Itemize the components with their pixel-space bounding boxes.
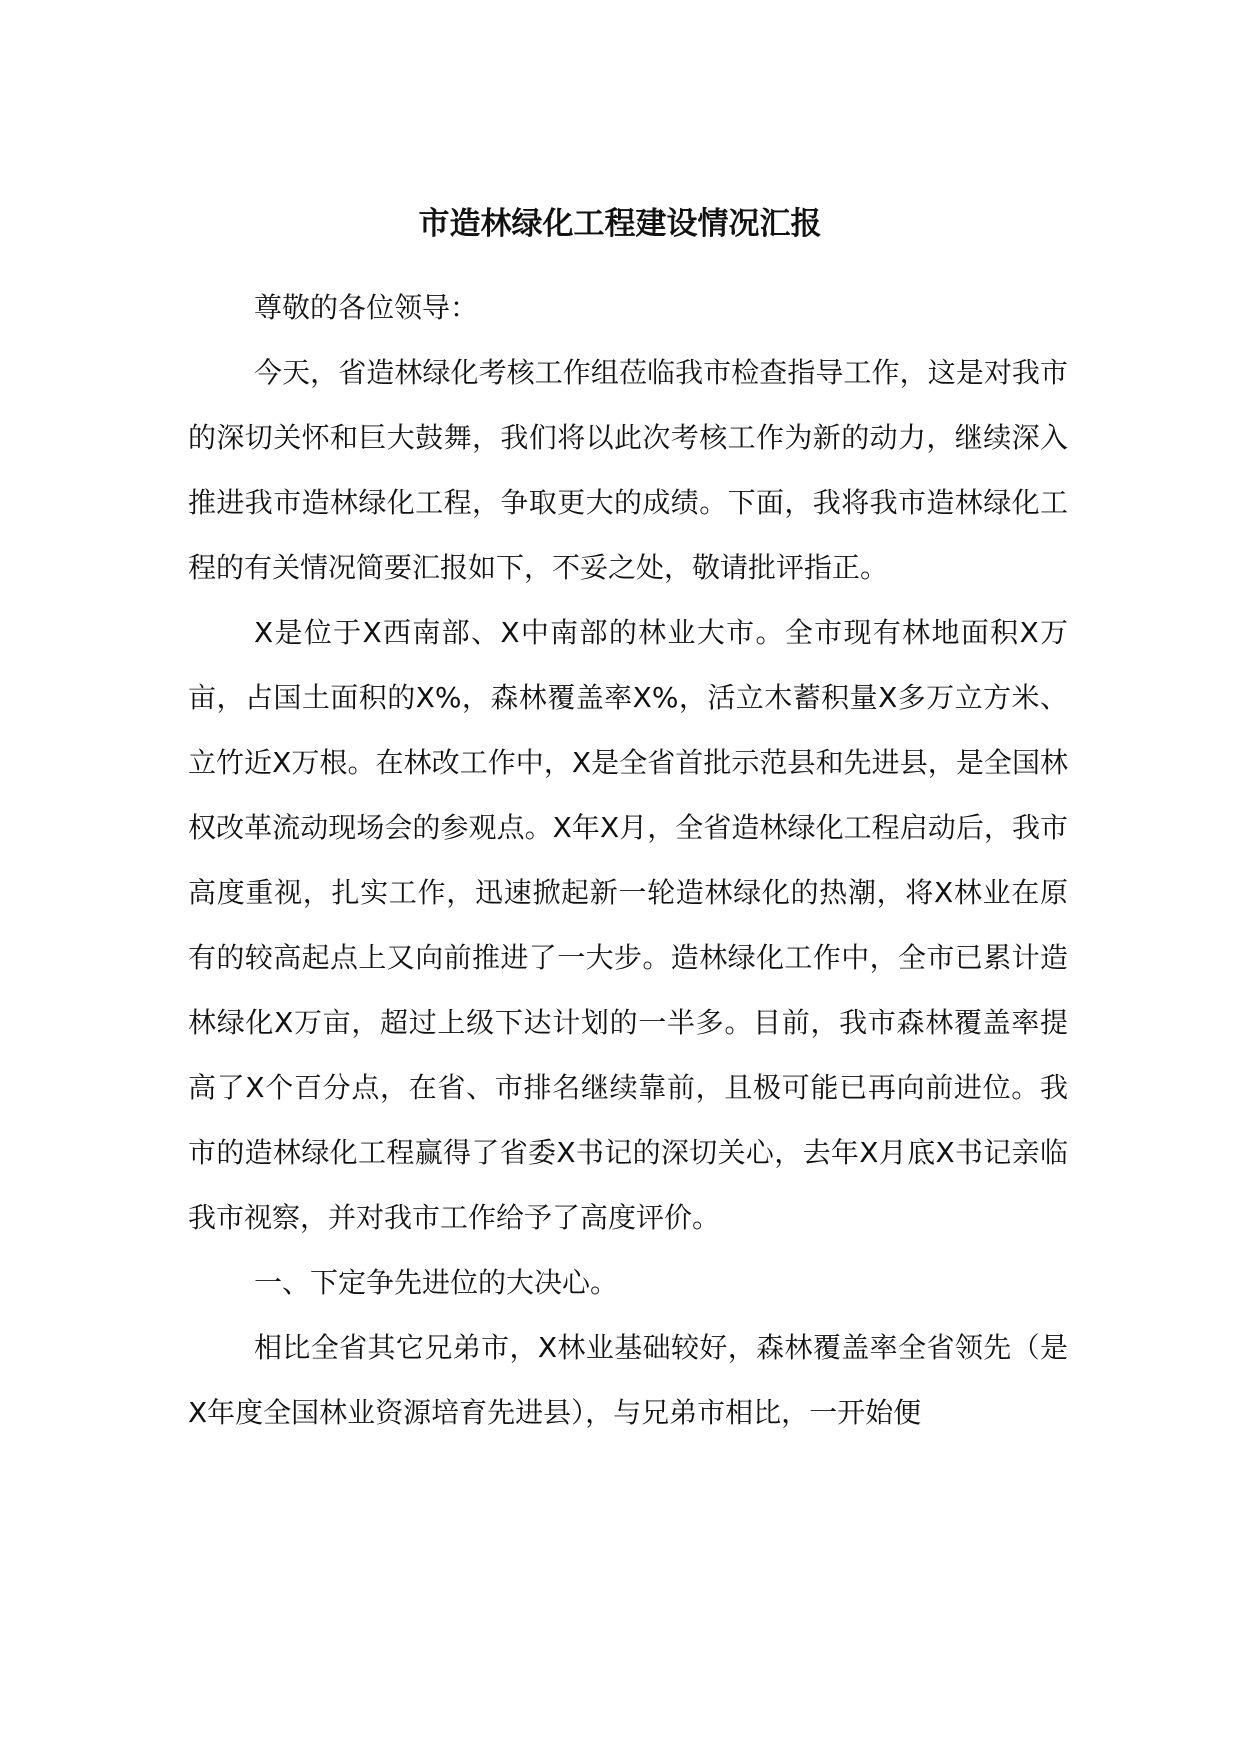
paragraph-overview: X是位于X西南部、X中南部的林业大市。全市现有林地面积X万亩，占国土面积的X%，森林覆盖率X%，活立木蓄积量X多万立方米、立竹近X万根。在林改工作中，X是全省首批示范县和先进县，是全国林权改革流动现场会的参观点。X年X月，全省造林绿化工程启动后，我市高度重视，扎实工作，迅速掀起新一轮造林绿化的热潮，将X林业在原有的较高起点上又向前推进了一大步。造林绿化工作中，全市已累计造林绿化X万亩，超过上级下达计划的一半多。目前，我市森林覆盖率提高了X个百分点，在省、市排名继续靠前，且极可能已再向前进位。我市的造林绿化工程赢得了省委X书记的深切关心，去年X月底X书记亲临我市视察，并对我市工作给予了高度评价。: [188, 616, 1068, 1234]
section-heading-1: 一、下定争先进位的大决心。: [254, 1266, 619, 1299]
paragraph-section-1: 相比全省其它兄弟市，X林业基础较好，森林覆盖率全省领先（是X年度全国林业资源培育先进县），与兄弟市相比，一开始便: [188, 1331, 1068, 1429]
paragraph-intro: 今天，省造林绿化考核工作组莅临我市检查指导工作，这是对我市的深切关怀和巨大鼓舞，我们将以此次考核工作为新的动力，继续深入推进我市造林绿化工程，争取更大的成绩。下面，我将我市造林绿化工程的有关情况简要汇报如下，不妥之处，敬请批评指正。: [188, 356, 1068, 584]
document-title: 市造林绿化工程建设情况汇报: [418, 206, 822, 242]
salutation: 尊敬的各位领导：: [254, 291, 479, 324]
document-body: [188, 275, 1068, 1445]
